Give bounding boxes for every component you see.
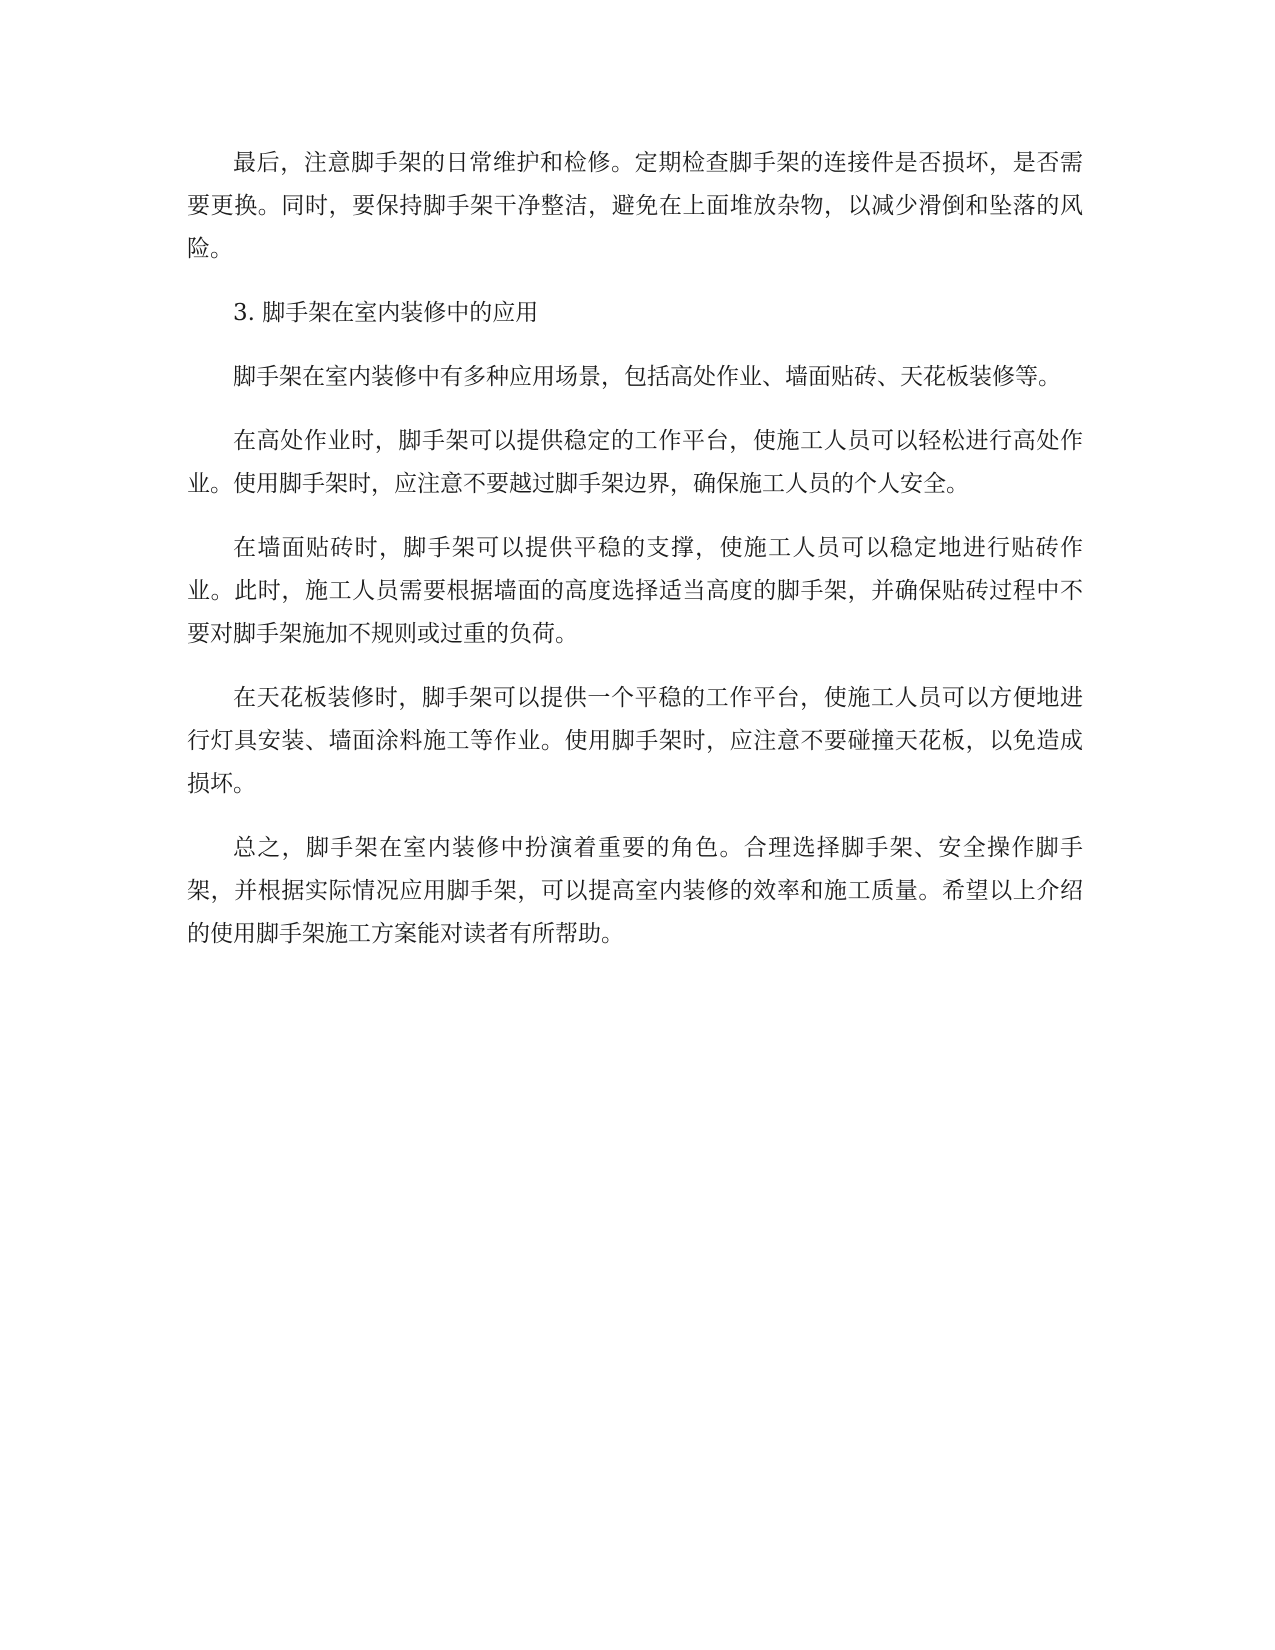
paragraph-applications-intro: 脚手架在室内装修中有多种应用场景，包括高处作业、墙面贴砖、天花板装修等。	[233, 364, 1061, 390]
section-heading: 3. 脚手架在室内装修中的应用	[233, 300, 539, 326]
paragraph-conclusion: 总之，脚手架在室内装修中扮演着重要的角色。合理选择脚手架、安全操作脚手架，并根据实际情况应用脚手架，可以提高室内装修的效率和施工质量。希望以上介绍的使用脚手架施工方案能对读者有所帮助。	[187, 835, 1083, 947]
paragraph-maintenance: 最后，注意脚手架的日常维护和检修。定期检查脚手架的连接件是否损坏，是否需要更换。同时，要保持脚手架干净整洁，避免在上面堆放杂物，以减少滑倒和坠落的风险。	[187, 150, 1083, 262]
paragraph-wall-tiling: 在墙面贴砖时，脚手架可以提供平稳的支撑，使施工人员可以稳定地进行贴砖作业。此时，施工人员需要根据墙面的高度选择适当高度的脚手架，并确保贴砖过程中不要对脚手架施加不规则或过重的负荷。	[187, 535, 1083, 647]
paragraph-ceiling: 在天花板装修时，脚手架可以提供一个平稳的工作平台，使施工人员可以方便地进行灯具安装、墙面涂料施工等作业。使用脚手架时，应注意不要碰撞天花板，以免造成损坏。	[187, 685, 1083, 797]
document-body	[187, 142, 1083, 977]
paragraph-high-work: 在高处作业时，脚手架可以提供稳定的工作平台，使施工人员可以轻松进行高处作业。使用脚手架时，应注意不要越过脚手架边界，确保施工人员的个人安全。	[187, 428, 1083, 497]
